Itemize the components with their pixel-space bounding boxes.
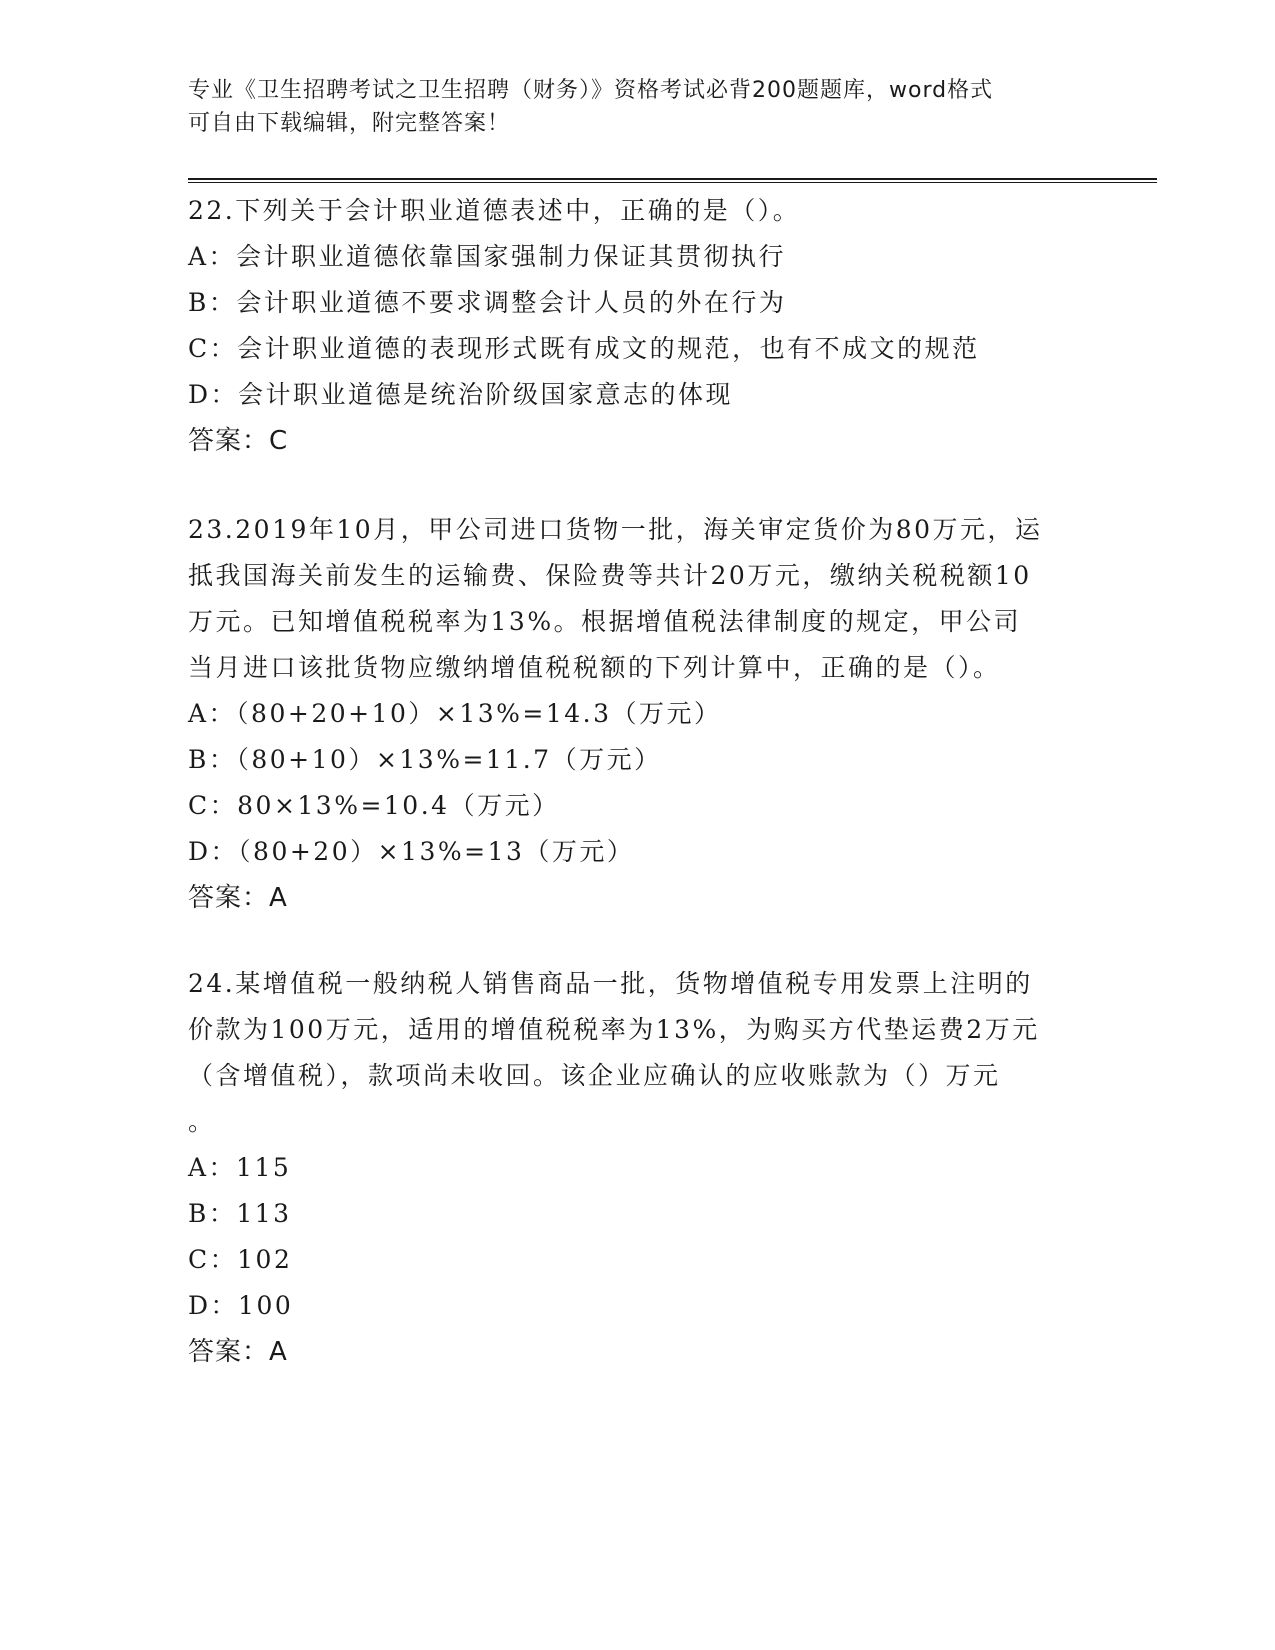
answer: 答案：C <box>188 426 289 456</box>
option-b: B：会计职业道德不要求调整会计人员的外在行为 <box>188 288 787 317</box>
question-text: 当月进口该批货物应缴纳增值税税额的下列计算中，正确的是（）。 <box>188 653 1001 682</box>
option-b: B：（80+10）×13%=11.7（万元） <box>188 745 662 774</box>
answer: 答案：A <box>188 883 288 913</box>
document-header <box>188 74 1088 140</box>
option-d: D：（80+20）×13%=13（万元） <box>188 837 635 866</box>
answer: 答案：A <box>188 1337 288 1367</box>
question-text: 22.下列关于会计职业道德表述中，正确的是（）。 <box>188 196 801 225</box>
option-d: D：会计职业道德是统治阶级国家意志的体现 <box>188 380 734 409</box>
question-22 <box>188 188 1088 464</box>
option-c: C：会计职业道德的表现形式既有成文的规范，也有不成文的规范 <box>188 334 980 363</box>
option-b: B：113 <box>188 1199 292 1228</box>
option-d: D：100 <box>188 1291 294 1320</box>
option-a: A：（80+20+10）×13%=14.3（万元） <box>188 699 722 728</box>
question-text: 价款为100万元，适用的增值税税率为13%，为购买方代垫运费2万元 <box>188 1015 1040 1044</box>
question-23 <box>188 507 1088 921</box>
option-c: C：102 <box>188 1245 293 1274</box>
header-line-2: 可自由下载编辑，附完整答案！ <box>188 111 511 136</box>
question-text: 24.某增值税一般纳税人销售商品一批，货物增值税专用发票上注明的 <box>188 969 1033 998</box>
question-24 <box>188 961 1088 1375</box>
option-a: A：会计职业道德依靠国家强制力保证其贯彻执行 <box>188 242 787 271</box>
header-line-1: 专业《卫生招聘考试之卫生招聘（财务）》资格考试必背200题题库，word格式 <box>188 78 994 103</box>
question-text: （含增值税），款项尚未收回。该企业应确认的应收账款为（）万元 <box>188 1061 1001 1090</box>
header-divider <box>188 178 1157 183</box>
question-text: 万元。已知增值税税率为13%。根据增值税法律制度的规定，甲公司 <box>188 607 1022 636</box>
question-text: 抵我国海关前发生的运输费、保险费等共计20万元，缴纳关税税额10 <box>188 561 1032 590</box>
question-text: 。 <box>188 1107 216 1136</box>
option-c: C：80×13%=10.4（万元） <box>188 791 560 820</box>
option-a: A：115 <box>188 1153 292 1182</box>
question-text: 23.2019年10月，甲公司进口货物一批，海关审定货价为80万元，运 <box>188 515 1043 544</box>
